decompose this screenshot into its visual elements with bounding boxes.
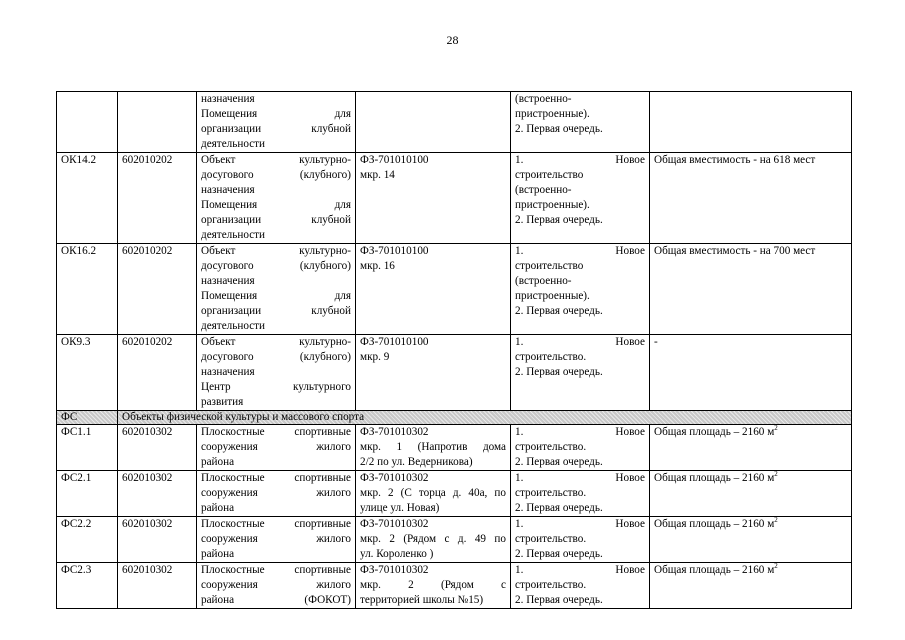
classifier-code — [118, 92, 197, 153]
object-name-line: досугового (клубного) — [201, 260, 351, 272]
object-name — [197, 335, 356, 411]
object-location — [356, 425, 511, 471]
object-location-line: улице ул. Новая) — [360, 502, 440, 514]
object-code-text: ФС2.2 — [61, 518, 92, 530]
object-capacity-text: Общая площадь – 2160 $м^2$ — [654, 470, 778, 484]
object-status — [511, 517, 650, 563]
page-number: 28 — [446, 33, 459, 47]
object-status-line: (встроенно- — [515, 93, 572, 105]
objects-table — [56, 91, 852, 609]
unit-superscript: 2 — [774, 562, 778, 570]
object-status-line: 2. Первая очередь. — [515, 214, 603, 226]
object-code — [57, 425, 118, 471]
object-name-line: деятельности — [201, 229, 266, 241]
classifier-code-text: 602010202 — [122, 154, 173, 166]
object-status-line: строительство — [515, 169, 584, 181]
object-status-line: 1. Новое — [515, 336, 645, 348]
object-status-line: пристроенные). — [515, 108, 590, 120]
object-status-line: строительство. — [515, 441, 587, 453]
object-status-line: строительство. — [515, 351, 587, 363]
classifier-code-text: 602010302 — [122, 472, 173, 484]
object-location-line: ФЗ-701010100 — [360, 336, 429, 348]
object-status-line: 2. Первая очередь. — [515, 548, 603, 560]
object-name — [197, 153, 356, 244]
object-code — [57, 471, 118, 517]
classifier-code-text: 602010302 — [122, 564, 173, 576]
object-status-line: (встроенно- — [515, 275, 572, 287]
object-capacity — [650, 153, 852, 244]
object-status-line: строительство. — [515, 487, 587, 499]
object-name-line: организации клубной — [201, 214, 351, 226]
object-capacity-text: Общая вместимость - на 618 мест — [654, 154, 816, 166]
object-status-line: пристроенные). — [515, 290, 590, 302]
object-capacity — [650, 471, 852, 517]
object-location-line: 2/2 по ул. Ведерникова) — [360, 456, 473, 468]
object-status-line: 2. Первая очередь. — [515, 502, 603, 514]
table-row — [57, 244, 852, 335]
classifier-code-text: 602010202 — [122, 336, 173, 348]
section-header-row — [57, 411, 852, 425]
object-name — [197, 517, 356, 563]
classifier-code — [118, 563, 197, 609]
object-location-line: мкр. 14 — [360, 169, 395, 181]
object-status-line: пристроенные). — [515, 199, 590, 211]
object-status-line: 1. Новое — [515, 472, 645, 484]
object-location — [356, 244, 511, 335]
object-status — [511, 92, 650, 153]
object-name-line: Объект культурно- — [201, 336, 351, 348]
object-name-line: района — [201, 548, 235, 560]
classifier-code — [118, 153, 197, 244]
object-capacity — [650, 517, 852, 563]
object-status-line: 1. Новое — [515, 245, 645, 257]
object-name-line: назначения — [201, 366, 255, 378]
object-location-line: ФЗ-701010100 — [360, 245, 429, 257]
object-code — [57, 335, 118, 411]
object-location-line: ФЗ-701010100 — [360, 154, 429, 166]
object-status — [511, 471, 650, 517]
classifier-code-text: 602010202 — [122, 245, 173, 257]
object-location-line: ФЗ-701010302 — [360, 518, 429, 530]
classifier-code — [118, 425, 197, 471]
object-location — [356, 471, 511, 517]
object-name-line: сооружения жилого — [201, 441, 351, 453]
object-name — [197, 92, 356, 153]
object-capacity — [650, 563, 852, 609]
object-location-line: мкр. 9 — [360, 351, 390, 363]
classifier-code — [118, 244, 197, 335]
section-code: ФС — [57, 411, 118, 425]
object-status-line: 2. Первая очередь. — [515, 456, 603, 468]
table-row — [57, 92, 852, 153]
object-capacity — [650, 335, 852, 411]
object-location — [356, 517, 511, 563]
object-status — [511, 335, 650, 411]
object-status-line: 1. Новое — [515, 426, 645, 438]
object-capacity-text: Общая вместимость - на 700 мест — [654, 245, 816, 257]
unit-superscript: 2 — [774, 424, 778, 432]
object-name-line: района — [201, 456, 235, 468]
object-name-line: Помещения для — [201, 108, 351, 120]
object-location — [356, 335, 511, 411]
classifier-code-text: 602010302 — [122, 518, 173, 530]
object-name-line: Плоскостные спортивные — [201, 518, 351, 530]
object-name-line: назначения — [201, 275, 255, 287]
object-capacity-text: Общая площадь – 2160 $м^2$ — [654, 516, 778, 530]
object-status — [511, 244, 650, 335]
object-status — [511, 153, 650, 244]
object-status-line: (встроенно- — [515, 184, 572, 196]
object-name-line: назначения — [201, 93, 255, 105]
classifier-code — [118, 517, 197, 563]
object-status-line: 1. Новое — [515, 154, 645, 166]
object-capacity — [650, 425, 852, 471]
table-row — [57, 335, 852, 411]
object-status-line: строительство. — [515, 579, 587, 591]
object-name-line: Плоскостные спортивные — [201, 426, 351, 438]
object-capacity-text: Общая площадь – 2160 $м^2$ — [654, 424, 778, 438]
object-location-line: мкр. 2 (Рядом с д. 49 по — [360, 533, 506, 545]
object-location-line: ФЗ-701010302 — [360, 564, 429, 576]
object-code-text: ОК9.3 — [61, 336, 91, 348]
object-name-line: организации клубной — [201, 123, 351, 135]
classifier-code — [118, 335, 197, 411]
object-status-line: 1. Новое — [515, 564, 645, 576]
object-name-line: Объект культурно- — [201, 154, 351, 166]
object-status-line: 2. Первая очередь. — [515, 123, 603, 135]
object-name-line: сооружения жилого — [201, 579, 351, 591]
object-code-text: ОК14.2 — [61, 154, 97, 166]
object-location — [356, 153, 511, 244]
object-name-line: организации клубной — [201, 305, 351, 317]
object-location-line: мкр. 1 (Напротив дома — [360, 441, 506, 453]
object-location-line: мкр. 16 — [360, 260, 395, 272]
object-status-line: 2. Первая очередь. — [515, 305, 603, 317]
object-code — [57, 92, 118, 153]
table-row — [57, 563, 852, 609]
unit-superscript: 2 — [774, 516, 778, 524]
object-name-line: Объект культурно- — [201, 245, 351, 257]
object-name-line: сооружения жилого — [201, 487, 351, 499]
object-name — [197, 563, 356, 609]
object-name-line: района — [201, 502, 235, 514]
object-name-line: досугового (клубного) — [201, 169, 351, 181]
object-name-line: Помещения для — [201, 199, 351, 211]
object-name-line: Плоскостные спортивные — [201, 564, 351, 576]
object-location-line: мкр. 2 (С торца д. 40а, по — [360, 487, 506, 499]
object-name — [197, 471, 356, 517]
object-code — [57, 563, 118, 609]
object-name-line: деятельности — [201, 320, 266, 332]
object-location-line: ФЗ-701010302 — [360, 426, 429, 438]
unit-superscript: 2 — [774, 470, 778, 478]
object-status — [511, 425, 650, 471]
object-code-text: ФС1.1 — [61, 426, 92, 438]
object-location-line: мкр. 2 (Рядом с — [360, 579, 506, 591]
object-capacity — [650, 244, 852, 335]
object-status-line: строительство — [515, 260, 584, 272]
object-status-line: 1. Новое — [515, 518, 645, 530]
object-capacity — [650, 92, 852, 153]
object-name-line: развития — [201, 396, 244, 408]
object-location — [356, 563, 511, 609]
object-name-line: досугового (клубного) — [201, 351, 351, 363]
object-name-line: сооружения жилого — [201, 533, 351, 545]
object-name-line: Плоскостные спортивные — [201, 472, 351, 484]
object-code-text: ФС2.3 — [61, 564, 92, 576]
object-name-line: деятельности — [201, 138, 266, 150]
table-row — [57, 517, 852, 563]
object-location-line: ул. Короленко ) — [360, 548, 434, 560]
table-row — [57, 471, 852, 517]
object-location-line: территорией школы №15) — [360, 594, 484, 606]
classifier-code-text: 602010302 — [122, 426, 173, 438]
object-capacity-text: - — [654, 336, 658, 348]
object-location-line: ФЗ-701010302 — [360, 472, 429, 484]
classifier-code — [118, 471, 197, 517]
object-status-line: строительство. — [515, 533, 587, 545]
object-code — [57, 517, 118, 563]
table-row — [57, 153, 852, 244]
object-code-text: ФС2.1 — [61, 472, 92, 484]
object-name — [197, 244, 356, 335]
object-name-line: назначения — [201, 184, 255, 196]
table-row — [57, 425, 852, 471]
object-name — [197, 425, 356, 471]
object-location — [356, 92, 511, 153]
object-name-line: Помещения для — [201, 290, 351, 302]
object-name-line: Центр культурного — [201, 381, 351, 393]
object-status-line: 2. Первая очередь. — [515, 366, 603, 378]
object-capacity-text: Общая площадь – 2160 $м^2$ — [654, 562, 778, 576]
object-code-text: ОК16.2 — [61, 245, 97, 257]
section-title: Объекты физической культуры и массового спорта — [118, 411, 852, 425]
object-name-line: района (ФОКОТ) — [201, 594, 351, 606]
object-code — [57, 244, 118, 335]
object-status-line: 2. Первая очередь. — [515, 594, 603, 606]
object-code — [57, 153, 118, 244]
object-status — [511, 563, 650, 609]
